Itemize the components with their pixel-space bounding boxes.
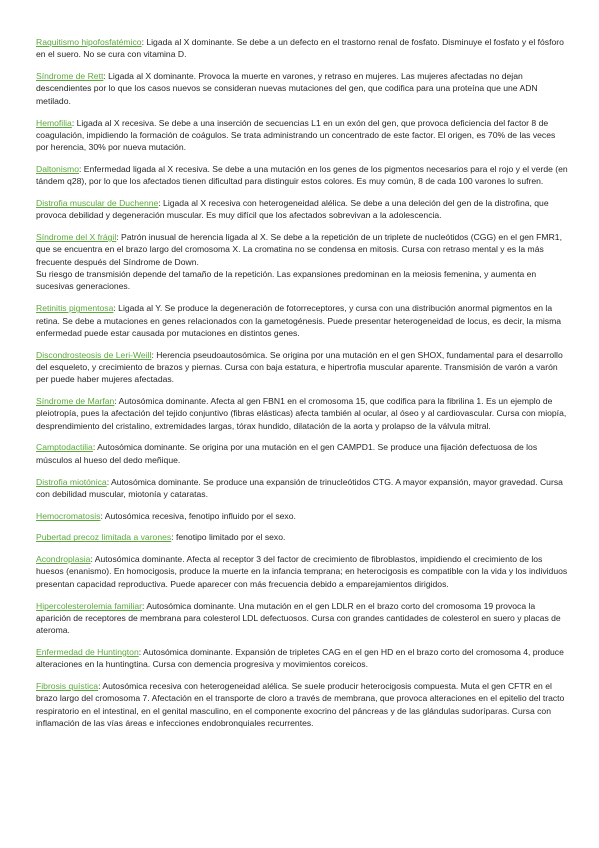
entry-retinitis (36, 302, 568, 339)
entry-marfan (36, 395, 568, 432)
entry-rett (36, 70, 568, 107)
term-link[interactable]: Fibrosis quística (36, 681, 99, 691)
term-link[interactable]: Retinitis pigmentosa (36, 303, 114, 314)
term-link[interactable]: Síndrome de Marfan (36, 396, 115, 407)
entry-text: : Ligada al X dominante. Provoca la muerte en varones, y retraso en mujeres. Las mujeres afectadas no dejan descendientes por lo que los casos nuevos se consideran nuevas mutaciones del gen, que codifica para una proteína que une ADN metilado. (36, 71, 538, 106)
entry-text: : Autosómica recesiva, fenotipo influido por el sexo. (100, 510, 296, 521)
term-link[interactable]: Hemocromatosis (36, 510, 101, 521)
term-link[interactable]: Camptodactilia (36, 442, 93, 453)
entry-text: : Autosómica dominante. Afecta al gen FBN1 en el cromosoma 15, que codifica para la fibrilina 1. Es un ejemplo de pleiotropía, pues la afectación del tejido conjuntivo (fibras elásticas) afecta también al ocular, al óseo y al cardiovascular. Cursa con miopía, desprendimiento del cristalino, extremidades largas, tórax hundido, dilatación de la aorta y prolapso de la válvula mitral. (36, 396, 567, 431)
entry-text: : Autosómica dominante. Se produce una expansión de trinucleótidos CTG. A mayor expansión, mayor gravedad. Cursa con debilidad muscular, miotonía y cataratas. (36, 476, 563, 499)
entry-leri-weill (36, 349, 568, 386)
term-link[interactable]: Pubertad precoz limitada a varones (36, 532, 172, 543)
entry-camptodactilia (36, 441, 568, 466)
term-link[interactable]: Hipercolesterolemia familiar (36, 600, 143, 611)
entry-text: : Autosómica dominante. Una mutación en el gen LDLR en el brazo corto del cromosoma 19 provoca la aparición de receptores de membrana para colesterol LDL defectuosos. Cursa con grandes cantidades de colesterol en suero y placas de ateroma. (36, 600, 561, 636)
entry-text-continued: Su riesgo de transmisión depende del tamaño de la repetición. Las expansiones predominan en la meiosis femenina, y aumenta en sucesivas generaciones. (36, 269, 537, 292)
entry-text: : Herencia pseudoautosómica. Se origina por una mutación en el gen SHOX, fundamental para el desarrollo del esqueleto, y crecimiento de brazos y piernas. Cursa con baja estatura, e hipertrofia muscular aparente. Transmisión de varón a varón per puede haber mujeres afectadas. (36, 349, 563, 385)
entry-hemofilia (36, 117, 568, 154)
entry-hemocromatosis (36, 510, 568, 522)
entry-duchenne (36, 197, 568, 222)
entry-text: : Enfermedad ligada al X recesiva. Se debe a una mutación en los genes de los pigmentos necesarios para el rojo y el verde (en tándem q28), por lo que los afectados tienen dificultad para distinguir estos colores. Es muy común, 8 de cada 100 varones lo sufren. (36, 163, 568, 187)
term-link[interactable]: Distrofia miotónica (36, 476, 107, 487)
term-link[interactable]: Enfermedad de Huntington (36, 646, 139, 657)
entry-text: : Autosómica dominante. Expansión de tripletes CAG en el gen HD en el brazo corto del cromosoma 4, produce alteraciones en la huntingtina. Cursa con demencia progresiva y movimientos coreicos. (36, 646, 564, 670)
term-link[interactable]: Acondroplasia (36, 554, 91, 565)
term-link[interactable]: Síndrome del X frágil (36, 232, 117, 243)
entry-text: : Autosómica recesiva con heterogeneidad alélica. Se suele producir heterocigosis compuesta. Muta el gen CFTR en el brazo largo del cromosoma 7. Afectación en el transporte de cloro a través de membrana, que provoca alteraciones en el epitelio del tracto respiratorio en el intestinal, en el genital masculino, en el componente exocrino del páncreas y de las glándulas sudoríparas. Cursa con inflamación de las vías áreas e infecciones endobronquiales recurrentes. (36, 681, 565, 729)
entry-fibrosis-quistica (36, 680, 568, 729)
term-link[interactable]: Raquitismo hipofosfatémico (36, 37, 142, 47)
entry-raquitismo (36, 36, 568, 61)
document-page (36, 36, 568, 739)
entry-text: : Ligada al X recesiva. Se debe a una inserción de secuencias L1 en un exón del gen, que provoca deficiencia del factor 8 de coagulación, impidiendo la formación de coágulos. Se trata administrando un concentrado de este factor. El origen, es 70% de las veces por herencia, 30% por nueva mutación. (36, 117, 556, 153)
entry-distrofia-miotonica (36, 476, 568, 501)
term-link[interactable]: Daltonismo (36, 163, 79, 174)
entry-daltonismo (36, 163, 568, 188)
entry-pubertad-precoz (36, 531, 568, 543)
term-link[interactable]: Hemofilia (36, 117, 72, 128)
entry-text: : Autosómica dominante. Se origina por una mutación en el gen CAMPD1. Se produce una fijación defectuosa de los músculos al hueso del dedo meñique. (36, 442, 538, 465)
entry-text: : Ligada al X recesiva con heterogeneidad alélica. Se debe a una deleción del gen de la distrofina, que provoca debilidad y degeneración muscular. Es muy difícil que los afectados sobrevivan a la adolescencia. (36, 198, 549, 221)
entry-text: : Ligada al Y. Se produce la degeneración de fotorreceptores, y cursa con una distribución anormal pigmentos en la retina. Se debe a mutaciones en genes relacionados con la gametogénesis. Puede presentar heterogeneidad de locus, es decir, la misma enfermedad puede estar causada por mutaciones en distintos genes. (36, 303, 562, 338)
entry-hipercolesterolemia (36, 600, 568, 637)
entry-text: : fenotipo limitado por el sexo. (171, 532, 286, 543)
term-link[interactable]: Síndrome de Rett (36, 71, 104, 82)
entry-text: : Patrón inusual de herencia ligada al X. Se debe a la repetición de un triplete de nucleótidos (CGG) en el gen FMR1, que se encuentra en el brazo largo del cromosoma X. La cromatina no se condensa en mitosis. Cursa con retraso mental y es la más frecuente después del Síndrome de Down. (36, 232, 562, 267)
entry-x-fragil (36, 231, 568, 293)
entry-text: : Ligada al X dominante. Se debe a un defecto en el trastorno renal de fosfato. Disminuye el fosfato y el fósforo en el suero. No se cura con vitamina D. (36, 37, 564, 60)
entry-huntington (36, 646, 568, 671)
term-link[interactable]: Distrofia muscular de Duchenne (36, 198, 159, 208)
entry-text: : Autosómica dominante. Afecta al receptor 3 del factor de crecimiento de fibroblastos, impidiendo el crecimiento de los huesos (enanismo). En homocigosis, produce la muerte en la infancia temprana; en heterocigosis es compatible con la vida y los individuos presentan capacidad reproductiva. Puede aparecer con más frecuencia debido a emparejamientos dirigidos. (36, 554, 568, 589)
entry-acondroplasia (36, 553, 568, 590)
term-link[interactable]: Discondrosteosis de Leri-Weill (36, 349, 152, 360)
